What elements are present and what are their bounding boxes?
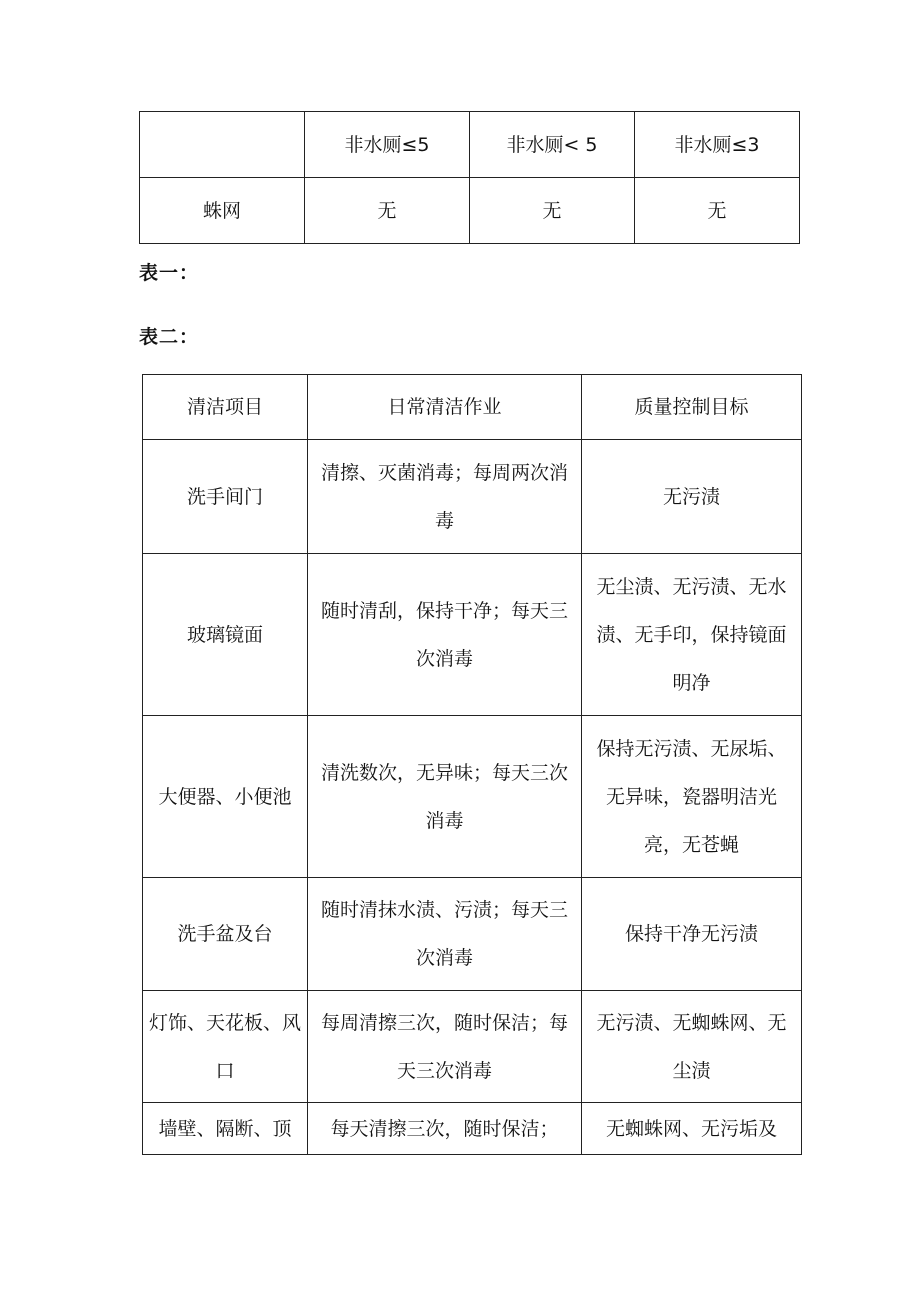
table-header-cell: 清洁项目	[143, 375, 308, 440]
item-cell: 洗手间门	[143, 440, 308, 554]
table-cell: 无	[470, 178, 635, 244]
table-header-cell: 日常清洁作业	[308, 375, 582, 440]
table-row	[143, 991, 802, 1103]
target-cell: 无污渍、无蜘蛛网、无尘渍	[582, 991, 802, 1103]
table-header-cell: 非水厕≤3	[635, 112, 800, 178]
task-cell: 随时清抹水渍、污渍；每天三次消毒	[308, 878, 582, 991]
table-row	[143, 878, 802, 991]
caption-table-two: 表二：	[139, 326, 200, 348]
table-header-cell: 质量控制目标	[582, 375, 802, 440]
item-cell: 洗手盆及台	[143, 878, 308, 991]
table-cell: 无	[635, 178, 800, 244]
table-header-row	[143, 375, 802, 440]
item-cell: 大便器、小便池	[143, 716, 308, 878]
standards-table	[139, 111, 800, 244]
target-cell: 保持无污渍、无尿垢、无异味，瓷器明洁光亮，无苍蝇	[582, 716, 802, 878]
task-cell: 清擦、灭菌消毒；每周两次消毒	[308, 440, 582, 554]
task-cell: 每天清擦三次，随时保洁；	[308, 1103, 582, 1155]
table-header-cell: 非水厕< 5	[470, 112, 635, 178]
item-cell: 墙壁、隔断、顶	[143, 1103, 308, 1155]
table-row	[143, 440, 802, 554]
target-cell: 无污渍	[582, 440, 802, 554]
row-label: 蛛网	[140, 178, 305, 244]
cleaning-standards-table	[142, 374, 802, 1155]
table-row	[143, 716, 802, 878]
table-row	[143, 1103, 802, 1155]
table-header-row	[140, 112, 800, 178]
table-row	[140, 178, 800, 244]
target-cell: 无蜘蛛网、无污垢及	[582, 1103, 802, 1155]
table-row	[143, 554, 802, 716]
item-cell: 灯饰、天花板、风口	[143, 991, 308, 1103]
target-cell: 无尘渍、无污渍、无水渍、无手印，保持镜面明净	[582, 554, 802, 716]
table-cell	[140, 112, 305, 178]
task-cell: 随时清刮，保持干净；每天三次消毒	[308, 554, 582, 716]
task-cell: 每周清擦三次，随时保洁；每天三次消毒	[308, 991, 582, 1103]
item-cell: 玻璃镜面	[143, 554, 308, 716]
table-cell: 无	[305, 178, 470, 244]
task-cell: 清洗数次，无异味；每天三次消毒	[308, 716, 582, 878]
target-cell: 保持干净无污渍	[582, 878, 802, 991]
caption-table-one: 表一：	[139, 262, 200, 284]
table-header-cell: 非水厕≤5	[305, 112, 470, 178]
